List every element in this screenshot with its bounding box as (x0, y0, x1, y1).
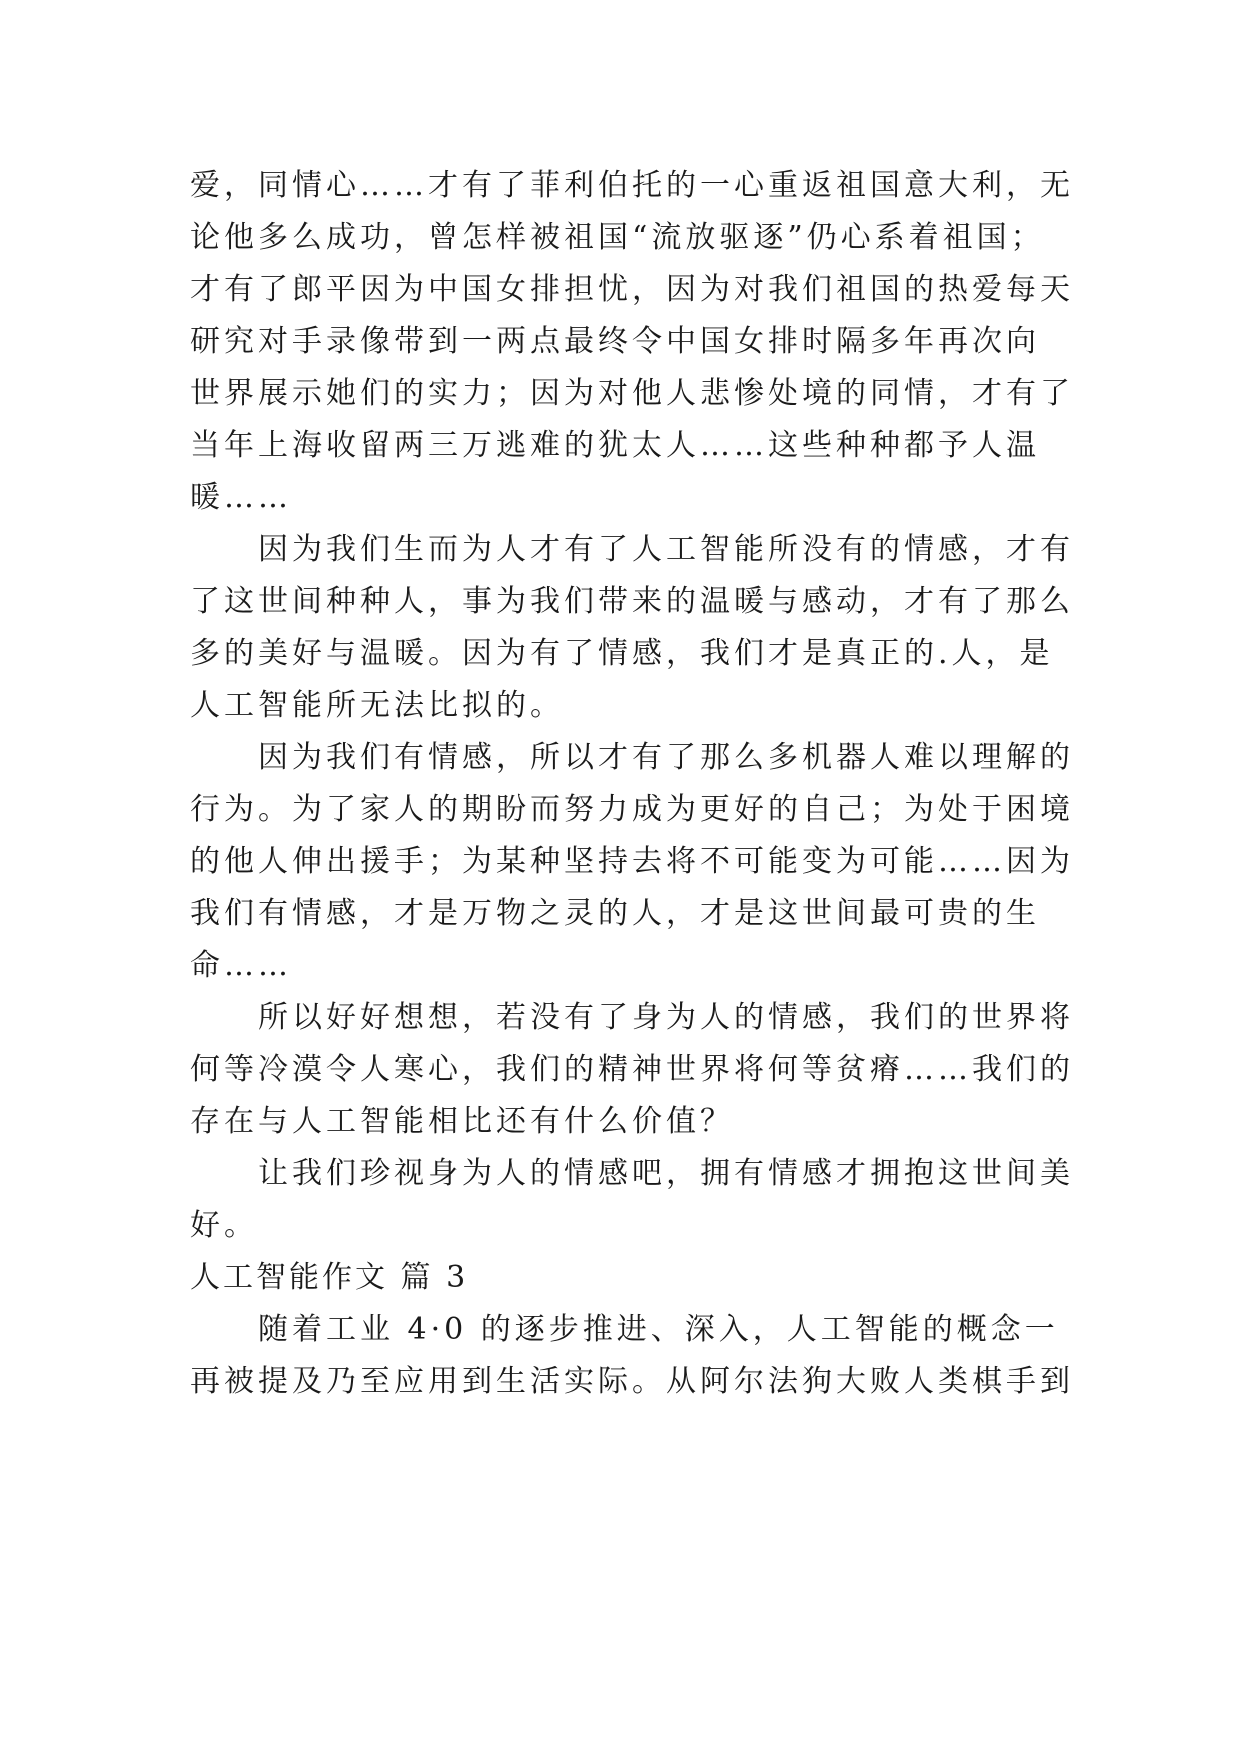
text-line: 让我们珍视身为人的情感吧，拥有情感才拥抱这世间美 (258, 1156, 1074, 1191)
text-line: 当年上海收留两三万逃难的犹太人……这些种种都予人温 (190, 428, 1040, 463)
text-line: 暖…… (190, 480, 292, 515)
section-heading: 人工智能作文 篇 3 (190, 1260, 469, 1295)
text-line: 人工智能所无法比拟的。 (190, 688, 564, 723)
text-line: 我们有情感，才是万物之灵的人，才是这世间最可贵的生 (190, 896, 1040, 931)
text-line: 因为我们生而为人才有了人工智能所没有的情感，才有 (258, 532, 1074, 567)
text-line: 存在与人工智能相比还有什么价值？ (190, 1104, 734, 1139)
text-line: 才有了郎平因为中国女排担忧，因为对我们祖国的热爱每天 (190, 272, 1074, 307)
text-line: 随着工业 4·0 的逐步推进、深入，人工智能的概念一 (258, 1312, 1059, 1347)
document-body (190, 160, 1074, 1408)
text-line: 论他多么成功，曾怎样被祖国“流放驱逐”仍心系着祖国； (190, 220, 1045, 255)
text-line: 因为我们有情感，所以才有了那么多机器人难以理解的 (258, 740, 1074, 775)
text-line: 所以好好想想，若没有了身为人的情感，我们的世界将 (258, 1000, 1074, 1035)
text-line: 行为。为了家人的期盼而努力成为更好的自己；为处于困境 (190, 792, 1074, 827)
text-line: 何等冷漠令人寒心，我们的精神世界将何等贫瘠……我们的 (190, 1052, 1074, 1087)
text-line: 命…… (190, 948, 292, 983)
text-line: 再被提及乃至应用到生活实际。从阿尔法狗大败人类棋手到 (190, 1364, 1074, 1399)
text-line: 研究对手录像带到一两点最终令中国女排时隔多年再次向 (190, 324, 1040, 359)
text-line: 世界展示她们的实力；因为对他人悲惨处境的同情，才有了 (190, 376, 1074, 411)
text-line: 的他人伸出援手；为某种坚持去将不可能变为可能……因为 (190, 844, 1074, 879)
text-line: 好。 (190, 1208, 258, 1243)
text-line: 爱，同情心……才有了菲利伯托的一心重返祖国意大利，无 (190, 168, 1074, 203)
text-line: 多的美好与温暖。因为有了情感，我们才是真正的.人，是 (190, 636, 1054, 671)
text-line: 了这世间种种人，事为我们带来的温暖与感动，才有了那么 (190, 584, 1074, 619)
